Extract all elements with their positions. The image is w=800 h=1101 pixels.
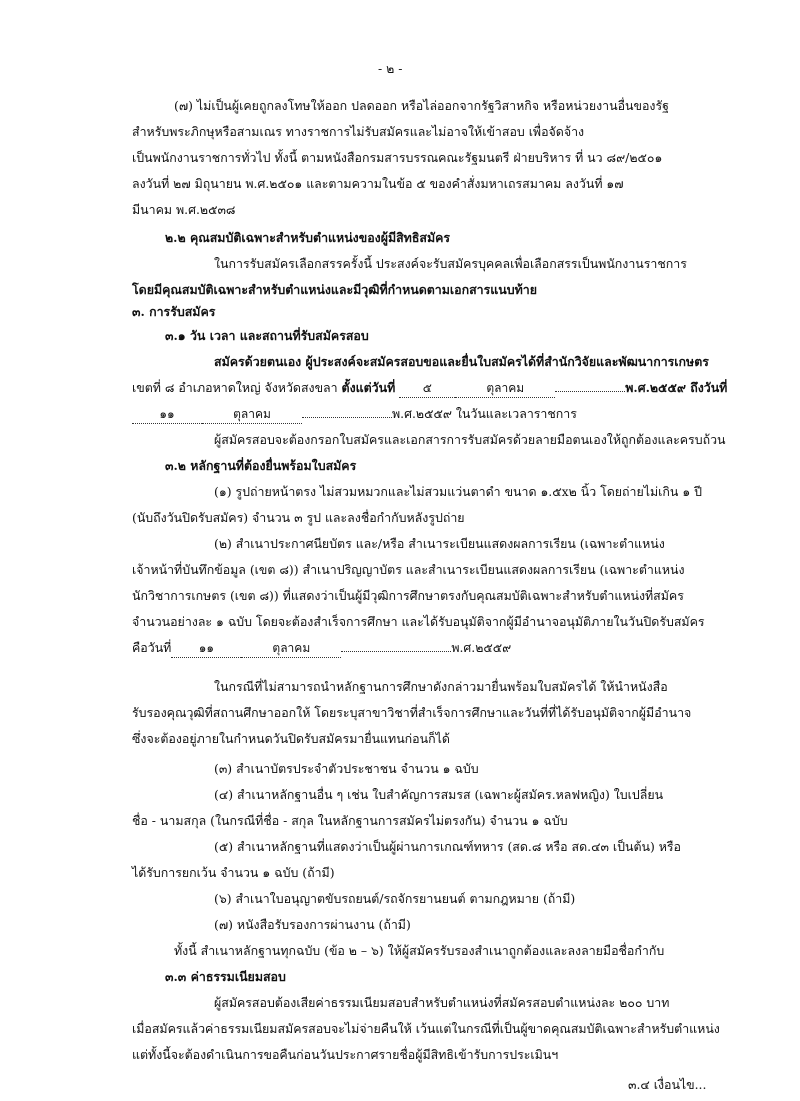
text-line: (๓) สำเนาบัตรประจำตัวประชาชน จำนวน ๑ ฉบับ	[214, 761, 479, 776]
text-line	[132, 379, 727, 398]
close-day-field: ๑๑	[171, 639, 241, 658]
text-line: (๗) ไม่เป็นผู้เคยถูกลงโทษให้ออก ปลดออก หรือไล่ออกจากรัฐวิสาหกิจ หรือหน่วยงานอื่นของรัฐ	[174, 98, 669, 113]
text-line: (๕) สำเนาหลักฐานที่แสดงว่าเป็นผู้ผ่านการเกณฑ์ทหาร (สด.๘ หรือ สด.๔๓ เป็นต้น) หรือ	[214, 839, 682, 854]
text-line: (๑) รูปถ่ายหน้าตรง ไม่สวมหมวกและไม่สวมแว่นตาดำ ขนาด ๑.๕x๒ นิ้ว โดยถ่ายไม่เกิน ๑ ปี	[214, 484, 702, 499]
text-line: นักวิชาการเกษตร (เขต ๘)) ที่แสดงว่าเป็นผู้มีวุฒิการศึกษาตรงกับคุณสมบัติเฉพาะสำหรับตำแหน่งที่สมัคร	[132, 588, 684, 603]
text-part: คือวันที่	[132, 640, 172, 655]
text-line: (นับถึงวันปิดรับสมัคร) จำนวน ๓ รูป และลงชื่อกำกับหลังรูปถ่าย	[132, 510, 465, 525]
text-line: มีนาคม พ.ศ.๒๕๓๘	[132, 202, 236, 217]
continuation-text: ๓.๔ เงื่อนไข...	[628, 1077, 707, 1092]
section-heading: ๒.๒ คุณสมบัติเฉพาะสำหรับตำแหน่งของผู้มีสิทธิสมัคร	[165, 230, 451, 245]
text-line: (๔) สำเนาหลักฐานอื่น ๆ เช่น ใบสำคัญการสมรส (เฉพาะผู้สมัคร.หลฟหญิง) ใบเปลี่ยน	[214, 787, 664, 802]
section-heading: ๓. การรับสมัคร	[132, 304, 216, 319]
text-line: ทั้งนี้ สำเนาหลักฐานทุกฉบับ (ข้อ ๒ – ๖) ให้ผู้สมัครรับรองสำเนาถูกต้องและลงลายมือชื่อกำกับ	[174, 943, 665, 958]
text-part: พ.ศ.๒๕๕๙ ถึงวันที่	[625, 380, 728, 395]
text-line: ได้รับการยกเว้น จำนวน ๑ ฉบับ (ถ้ามี)	[132, 865, 335, 880]
text-line: เจ้าหน้าที่บันทึกข้อมูล (เขต ๘)) สำเนาปริญญาบัตร และสำเนาระเบียนแสดงผลการเรียน (เฉพาะตำแหน่ง	[132, 562, 685, 577]
text-line: (๒) สำเนาประกาศนียบัตร และ/หรือ สำเนาระเบียนแสดงผลการเรียน (เฉพาะตำแหน่ง	[214, 536, 665, 551]
end-day-field: ๑๑	[132, 405, 202, 424]
dotted-line	[555, 391, 625, 392]
start-month-field: ตุลาคม	[455, 379, 555, 398]
text-part: พ.ศ.๒๕๕๙	[451, 640, 512, 655]
text-line: แต่ทั้งนี้จะต้องดำเนินการขอคืนก่อนวันประกาศรายชื่อผู้มีสิทธิเข้ารับการประเมินฯ	[132, 1047, 559, 1062]
text-line: ลงวันที่ ๒๗ มิถุนายน พ.ศ.๒๕๐๑ และตามความในข้อ ๕ ของคำสั่งมหาเถรสมาคม ลงวันที่ ๑๗	[132, 176, 624, 191]
text-part: พ.ศ.๒๕๕๙ ในวันและเวลาราชการ	[392, 406, 577, 421]
text-line: จำนวนอย่างละ ๑ ฉบับ โดยจะต้องสำเร็จการศึกษา และได้รับอนุมัติจากผู้มีอำนาจอนุมัติภายในวันปิดรับสมัคร	[132, 614, 705, 629]
close-month-field: ตุลาคม	[241, 639, 341, 658]
text-line: เป็นพนักงานราชการทั่วไป ทั้งนี้ ตามหนังสือกรมสารบรรณคณะรัฐมนตรี ฝ่ายบริหาร ที่ นว ๘๙/๒๕๐๑	[132, 150, 663, 165]
dotted-line	[302, 417, 392, 418]
dotted-line	[341, 651, 451, 652]
text-line: (๗) หนังสือรับรองการผ่านงาน (ถ้ามี)	[214, 917, 411, 932]
section-heading: ๓.๒ หลักฐานที่ต้องยื่นพร้อมใบสมัคร	[165, 458, 357, 473]
text-part: ตั้งแต่วันที่	[341, 380, 396, 395]
start-day-field: ๕	[399, 379, 455, 398]
text-line: ซึ่งจะต้องอยู่ภายในกำหนดวันปิดรับสมัครมายื่นแทนก่อนก็ได้	[132, 731, 450, 746]
section-heading: ๓.๑ วัน เวลา และสถานที่รับสมัครสอบ	[165, 328, 369, 343]
text-line: ผู้สมัครสอบต้องเสียค่าธรรมเนียมสอบสำหรับตำแหน่งที่สมัครสอบตำแหน่งละ ๒๐๐ บาท	[214, 995, 670, 1010]
text-part: เขตที่ ๘ อำเภอหาดใหญ่ จังหวัดสงขลา	[132, 380, 342, 395]
text-line: ผู้สมัครสอบจะต้องกรอกใบสมัครและเอกสารการรับสมัครด้วยลายมือตนเองให้ถูกต้องและครบถ้วน	[214, 432, 726, 447]
page-number: - ๒ -	[378, 61, 403, 76]
text-line: ชื่อ - นามสกุล (ในกรณีที่ชื่อ - สกุล ในหลักฐานการสมัครไม่ตรงกัน) จำนวน ๑ ฉบับ	[132, 813, 568, 828]
end-month-field: ตุลาคม	[202, 405, 302, 424]
text-line: สำหรับพระภิกษุหรือสามเณร ทางราชการไม่รับสมัครและไม่อาจให้เข้าสอบ เพื่อจัดจ้าง	[132, 124, 585, 139]
text-line: (๖) สำเนาใบอนุญาตขับรถยนต์/รถจักรยานยนต์ ตามกฎหมาย (ถ้ามี)	[214, 891, 576, 906]
text-line: เมื่อสมัครแล้วค่าธรรมเนียมสมัครสอบจะไม่จ่ายคืนให้ เว้นแต่ในกรณีที่เป็นผู้ขาดคุณสมบัติเฉพาะสำหรับตำแหน่ง	[132, 1021, 720, 1036]
text-line: ในการรับสมัครเลือกสรรครั้งนี้ ประสงค์จะรับสมัครบุคคลเพื่อเลือกสรรเป็นพนักงานราชการ	[214, 256, 687, 271]
text-line	[132, 405, 577, 424]
text-line: ในกรณีที่ไม่สามารถนำหลักฐานการศึกษาดังกล่าวมายื่นพร้อมใบสมัครได้ ให้นำหนังสือ	[214, 679, 668, 694]
text-line	[132, 639, 511, 658]
text-line: รับรองคุณวุฒิที่สถานศึกษาออกให้ โดยระบุสาขาวิชาที่สำเร็จการศึกษาและวันที่ที่ได้รับอนุมัติจากผู้มีอำนาจ	[132, 705, 692, 720]
text-line: สมัครด้วยตนเอง ผู้ประสงค์จะสมัครสอบขอและยื่นใบสมัครได้ที่สำนักวิจัยและพัฒนาการเกษตร	[214, 354, 709, 369]
text-line: โดยมีคุณสมบัติเฉพาะสำหรับตำแหน่งและมีวุฒิที่กำหนดตามเอกสารแนบท้าย	[132, 282, 537, 297]
section-heading: ๓.๓ ค่าธรรมเนียมสอบ	[165, 969, 286, 984]
